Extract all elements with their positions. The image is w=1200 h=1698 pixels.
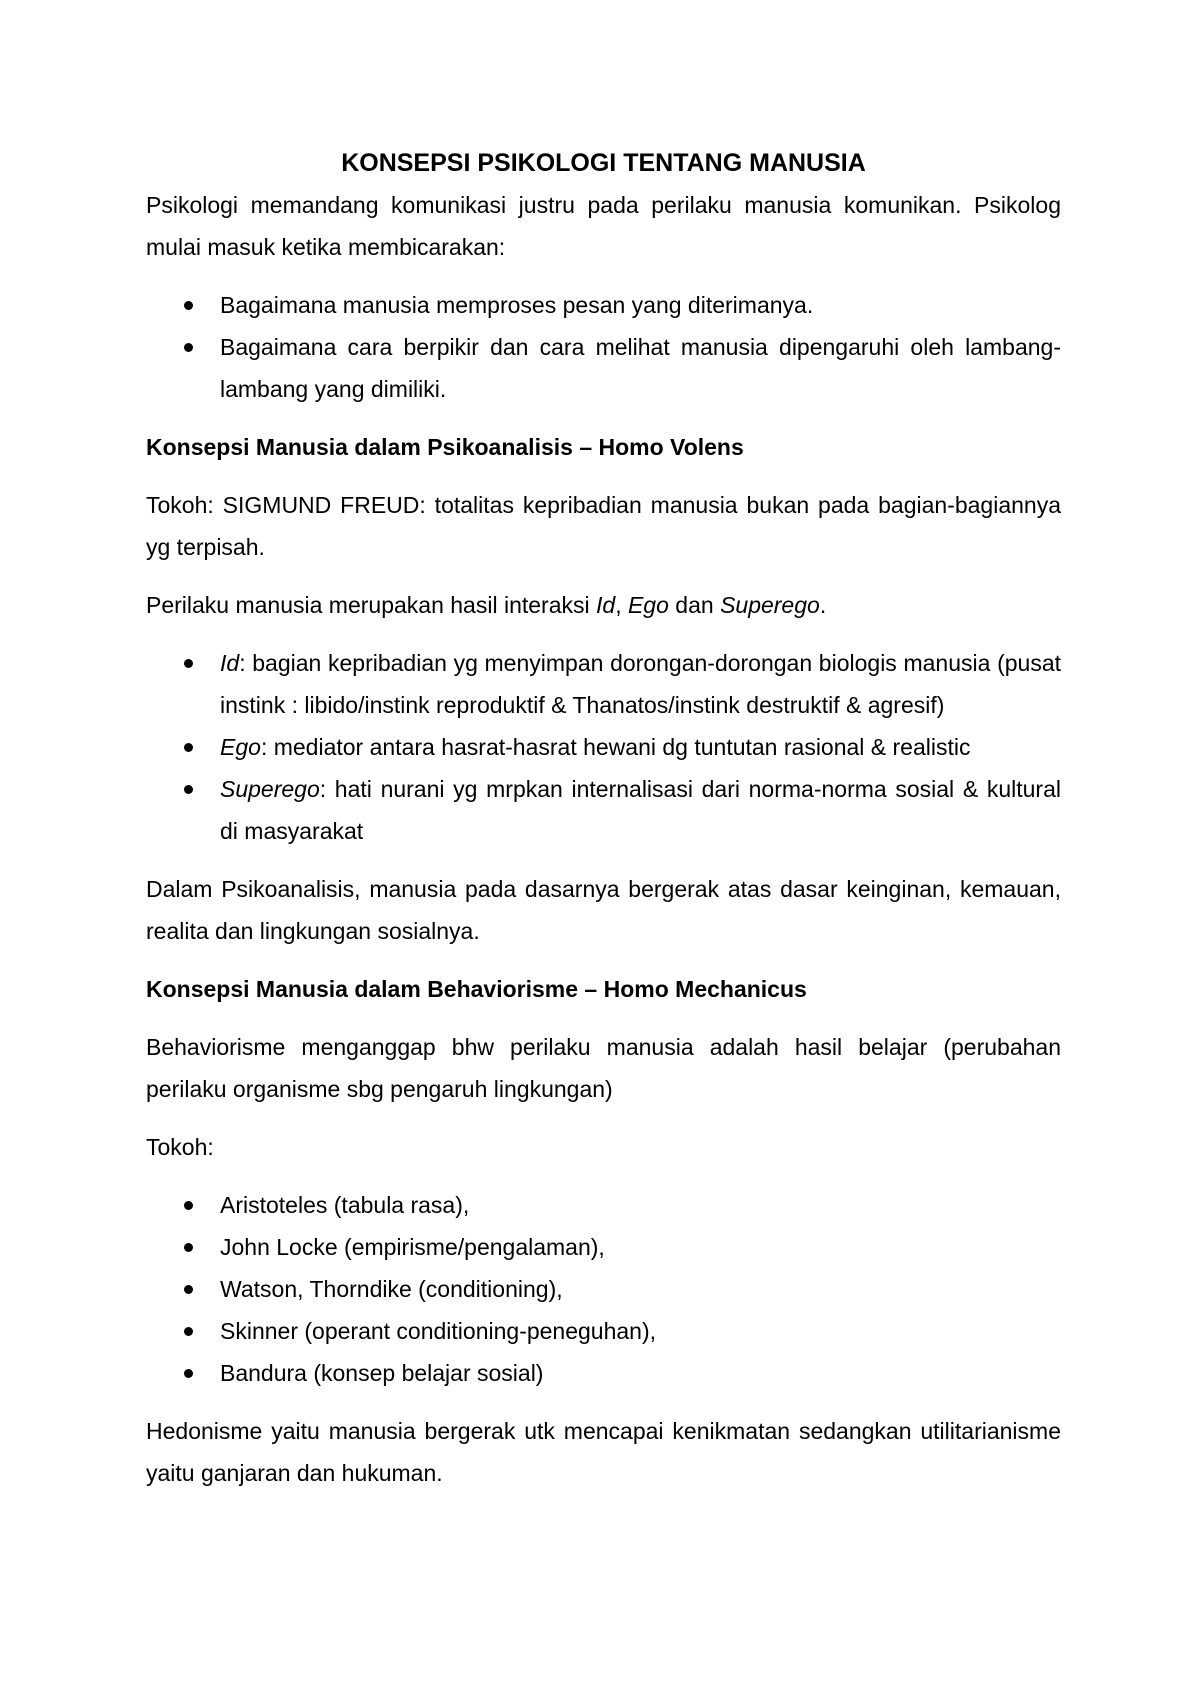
- bullet-icon: [184, 1243, 193, 1252]
- term-description: : hati nurani yg mrpkan internalisasi dari norma-norma sosial & kultural di masyarakat: [220, 776, 1061, 844]
- bullet-icon: [184, 1327, 193, 1336]
- section-heading-behaviorisme: Konsepsi Manusia dalam Behaviorisme – Homo Mechanicus: [146, 976, 807, 1002]
- psyche-structure-list: [146, 642, 1061, 852]
- list-item-text: Skinner (operant conditioning-peneguhan),: [220, 1318, 657, 1344]
- behaviorisme-intro: Behaviorisme menganggap bhw perilaku manusia adalah hasil belajar (perubahan perilaku organisme sbg pengaruh lingkungan): [146, 1034, 1061, 1102]
- bullet-icon: [184, 659, 193, 668]
- interaksi-sep: ,: [615, 592, 628, 618]
- list-item: [146, 1310, 1061, 1352]
- behaviorisme-conclusion: Hedonisme yaitu manusia bergerak utk mencapai kenikmatan sedangkan utilitarianisme yaitu ganjaran dan hukuman.: [146, 1418, 1061, 1486]
- list-item: [146, 284, 1061, 326]
- bullet-icon: [184, 1285, 193, 1294]
- list-item-text: Watson, Thorndike (conditioning),: [220, 1276, 563, 1302]
- list-item: [146, 1184, 1061, 1226]
- term-description: : bagian kepribadian yg menyimpan dorongan-dorongan biologis manusia (pusat instink : libido/instink reproduktif & Thanatos/instink destruktif & agresif): [220, 650, 1061, 718]
- term-description: : mediator antara hasrat-hasrat hewani dg tuntutan rasional & realistic: [260, 734, 971, 760]
- interaksi-suffix: .: [819, 592, 827, 618]
- bullet-icon: [184, 343, 193, 352]
- bullet-icon: [184, 743, 193, 752]
- document-title: KONSEPSI PSIKOLOGI TENTANG MANUSIA: [341, 149, 866, 177]
- term-id: Id: [596, 592, 616, 618]
- bullet-icon: [184, 1369, 193, 1378]
- bullet-icon: [184, 785, 193, 794]
- interaksi-prefix: Perilaku manusia merupakan hasil interaksi: [146, 592, 596, 618]
- document-page: [146, 146, 1061, 1510]
- bullet-icon: [184, 301, 193, 310]
- list-item-id: [146, 642, 1061, 726]
- list-item-superego: [146, 768, 1061, 852]
- list-item: [146, 1226, 1061, 1268]
- term-label: Superego: [220, 776, 320, 802]
- term-superego: Superego: [720, 592, 820, 618]
- list-item-text: John Locke (empirisme/pengalaman),: [220, 1234, 605, 1260]
- psikoanalisis-conclusion: Dalam Psikoanalisis, manusia pada dasarnya bergerak atas dasar keinginan, kemauan, realita dan lingkungan sosialnya.: [146, 876, 1061, 944]
- list-item: [146, 326, 1061, 410]
- term-ego: Ego: [627, 592, 669, 618]
- section-heading-psikoanalisis: Konsepsi Manusia dalam Psikoanalisis – Homo Volens: [146, 434, 744, 460]
- intro-list: [146, 284, 1061, 410]
- list-item: [146, 1352, 1061, 1394]
- interaksi-paragraph: [146, 584, 1061, 626]
- list-item-text: Bagaimana cara berpikir dan cara melihat manusia dipengaruhi oleh lambang-lambang yang dimiliki.: [220, 334, 1061, 402]
- interaksi-sep: dan: [668, 592, 721, 618]
- bullet-icon: [184, 1201, 193, 1210]
- term-label: Ego: [220, 734, 261, 760]
- term-label: Id: [220, 650, 240, 676]
- tokoh-label: Tokoh:: [146, 1134, 214, 1160]
- list-item-text: Aristoteles (tabula rasa),: [220, 1192, 470, 1218]
- list-item-text: Bagaimana manusia memproses pesan yang diterimanya.: [220, 292, 814, 318]
- list-item-ego: [146, 726, 1061, 768]
- intro-paragraph: Psikologi memandang komunikasi justru pada perilaku manusia komunikan. Psikolog mulai masuk ketika membicarakan:: [146, 192, 1061, 260]
- tokoh-freud-paragraph: Tokoh: SIGMUND FREUD: totalitas kepribadian manusia bukan pada bagian-bagiannya yg terpisah.: [146, 492, 1061, 560]
- list-item-text: Bandura (konsep belajar sosial): [220, 1360, 544, 1386]
- list-item: [146, 1268, 1061, 1310]
- tokoh-list: [146, 1184, 1061, 1394]
